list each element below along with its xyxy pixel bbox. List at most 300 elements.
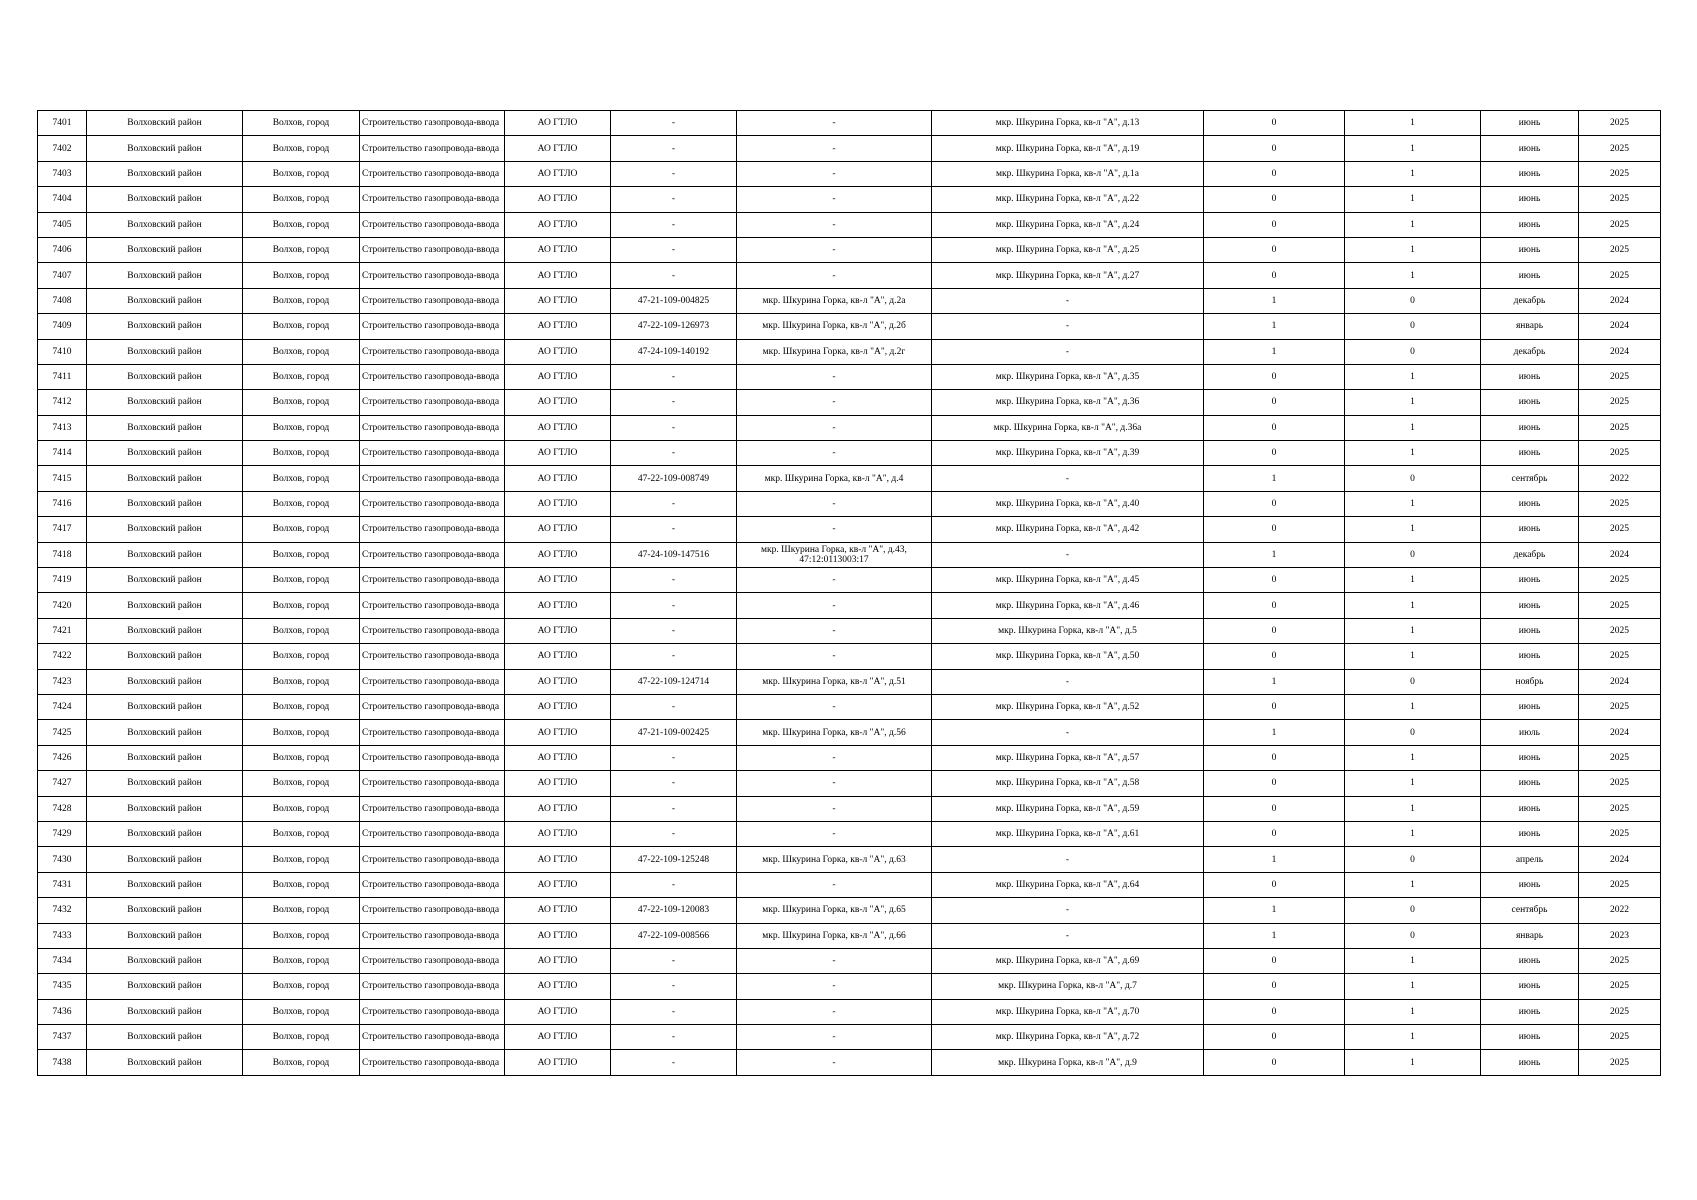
month-cell: июнь — [1481, 644, 1579, 669]
planned-flag-cell: 1 — [1345, 745, 1481, 770]
work-type-cell: Строительство газопровода-ввода — [360, 288, 505, 313]
table-row — [38, 415, 1661, 440]
district-cell: Волховский район — [87, 872, 243, 897]
month-cell: июнь — [1481, 263, 1579, 288]
settlement-cell: Волхов, город — [243, 694, 360, 719]
table-row — [38, 568, 1661, 593]
row-number-cell: 7435 — [38, 974, 87, 999]
cadastral-number-cell: 47-22-109-126973 — [611, 314, 737, 339]
settlement-cell: Волхов, город — [243, 898, 360, 923]
work-type-cell: Строительство газопровода-ввода — [360, 441, 505, 466]
work-type-cell: Строительство газопровода-ввода — [360, 898, 505, 923]
work-type-cell: Строительство газопровода-ввода — [360, 974, 505, 999]
organization-cell: АО ГТЛО — [505, 618, 611, 643]
district-cell: Волховский район — [87, 339, 243, 364]
planned-address-cell: мкр. Шкурина Горка, кв-л "А", д.57 — [932, 745, 1204, 770]
planned-flag-cell: 1 — [1345, 872, 1481, 897]
table-row — [38, 694, 1661, 719]
row-number-cell: 7408 — [38, 288, 87, 313]
year-cell: 2025 — [1579, 872, 1661, 897]
organization-cell: АО ГТЛО — [505, 364, 611, 389]
completed-flag-cell: 0 — [1204, 390, 1345, 415]
district-cell: Волховский район — [87, 847, 243, 872]
completed-flag-cell: 0 — [1204, 644, 1345, 669]
district-cell: Волховский район — [87, 466, 243, 491]
cadastral-number-cell: - — [611, 999, 737, 1024]
organization-cell: АО ГТЛО — [505, 288, 611, 313]
cadastral-number-cell: - — [611, 187, 737, 212]
organization-cell: АО ГТЛО — [505, 669, 611, 694]
table-row — [38, 390, 1661, 415]
planned-flag-cell: 0 — [1345, 314, 1481, 339]
table-row — [38, 1050, 1661, 1075]
settlement-cell: Волхов, город — [243, 136, 360, 161]
planned-flag-cell: 1 — [1345, 1050, 1481, 1075]
work-type-cell: Строительство газопровода-ввода — [360, 517, 505, 542]
planned-address-cell: мкр. Шкурина Горка, кв-л "А", д.5 — [932, 618, 1204, 643]
settlement-cell: Волхов, город — [243, 568, 360, 593]
year-cell: 2025 — [1579, 212, 1661, 237]
cadastral-number-cell: 47-24-109-140192 — [611, 339, 737, 364]
work-type-cell: Строительство газопровода-ввода — [360, 364, 505, 389]
cadastral-number-cell: - — [611, 111, 737, 136]
cadastral-number-cell: - — [611, 263, 737, 288]
planned-flag-cell: 0 — [1345, 669, 1481, 694]
cadastral-number-cell: - — [611, 694, 737, 719]
work-type-cell: Строительство газопровода-ввода — [360, 644, 505, 669]
planned-flag-cell: 1 — [1345, 187, 1481, 212]
planned-flag-cell: 1 — [1345, 593, 1481, 618]
organization-cell: АО ГТЛО — [505, 1050, 611, 1075]
completed-flag-cell: 0 — [1204, 136, 1345, 161]
object-address-cell: - — [737, 161, 932, 186]
table-row — [38, 212, 1661, 237]
cadastral-number-cell: - — [611, 212, 737, 237]
work-type-cell: Строительство газопровода-ввода — [360, 1025, 505, 1050]
year-cell: 2025 — [1579, 1050, 1661, 1075]
month-cell: июнь — [1481, 364, 1579, 389]
planned-flag-cell: 1 — [1345, 517, 1481, 542]
table-row — [38, 441, 1661, 466]
planned-flag-cell: 1 — [1345, 821, 1481, 846]
planned-flag-cell: 0 — [1345, 288, 1481, 313]
year-cell: 2025 — [1579, 441, 1661, 466]
cadastral-number-cell: - — [611, 161, 737, 186]
object-address-cell: - — [737, 187, 932, 212]
settlement-cell: Волхов, город — [243, 339, 360, 364]
table-row — [38, 974, 1661, 999]
object-address-cell: - — [737, 136, 932, 161]
district-cell: Волховский район — [87, 441, 243, 466]
completed-flag-cell: 0 — [1204, 161, 1345, 186]
table-row — [38, 288, 1661, 313]
month-cell: июнь — [1481, 1025, 1579, 1050]
planned-flag-cell: 1 — [1345, 568, 1481, 593]
planned-address-cell: мкр. Шкурина Горка, кв-л "А", д.69 — [932, 948, 1204, 973]
month-cell: июнь — [1481, 1050, 1579, 1075]
district-cell: Волховский район — [87, 618, 243, 643]
row-number-cell: 7415 — [38, 466, 87, 491]
row-number-cell: 7425 — [38, 720, 87, 745]
planned-address-cell: мкр. Шкурина Горка, кв-л "А", д.58 — [932, 771, 1204, 796]
settlement-cell: Волхов, город — [243, 872, 360, 897]
completed-flag-cell: 0 — [1204, 821, 1345, 846]
year-cell: 2025 — [1579, 593, 1661, 618]
month-cell: сентябрь — [1481, 898, 1579, 923]
cadastral-number-cell: - — [611, 593, 737, 618]
planned-flag-cell: 0 — [1345, 898, 1481, 923]
planned-address-cell: - — [932, 669, 1204, 694]
planned-flag-cell: 1 — [1345, 644, 1481, 669]
row-number-cell: 7417 — [38, 517, 87, 542]
planned-flag-cell: 1 — [1345, 136, 1481, 161]
table-row — [38, 872, 1661, 897]
row-number-cell: 7416 — [38, 491, 87, 516]
cadastral-number-cell: 47-21-109-004825 — [611, 288, 737, 313]
planned-address-cell: мкр. Шкурина Горка, кв-л "А", д.9 — [932, 1050, 1204, 1075]
object-address-cell: мкр. Шкурина Горка, кв-л "А", д.63 — [737, 847, 932, 872]
table-row — [38, 745, 1661, 770]
work-type-cell: Строительство газопровода-ввода — [360, 187, 505, 212]
year-cell: 2025 — [1579, 237, 1661, 262]
cadastral-number-cell: - — [611, 517, 737, 542]
row-number-cell: 7427 — [38, 771, 87, 796]
planned-address-cell: мкр. Шкурина Горка, кв-л "А", д.39 — [932, 441, 1204, 466]
cadastral-number-cell: 47-22-109-120083 — [611, 898, 737, 923]
work-type-cell: Строительство газопровода-ввода — [360, 694, 505, 719]
year-cell: 2025 — [1579, 111, 1661, 136]
completed-flag-cell: 0 — [1204, 872, 1345, 897]
work-type-cell: Строительство газопровода-ввода — [360, 339, 505, 364]
month-cell: июнь — [1481, 568, 1579, 593]
cadastral-number-cell: 47-24-109-147516 — [611, 542, 737, 567]
object-address-cell: - — [737, 745, 932, 770]
row-number-cell: 7432 — [38, 898, 87, 923]
month-cell: июнь — [1481, 415, 1579, 440]
organization-cell: АО ГТЛО — [505, 745, 611, 770]
district-cell: Волховский район — [87, 999, 243, 1024]
cadastral-number-cell: 47-21-109-002425 — [611, 720, 737, 745]
planned-address-cell: мкр. Шкурина Горка, кв-л "А", д.36а — [932, 415, 1204, 440]
organization-cell: АО ГТЛО — [505, 415, 611, 440]
object-address-cell: - — [737, 999, 932, 1024]
completed-flag-cell: 0 — [1204, 263, 1345, 288]
settlement-cell: Волхов, город — [243, 618, 360, 643]
organization-cell: АО ГТЛО — [505, 872, 611, 897]
planned-flag-cell: 1 — [1345, 491, 1481, 516]
district-cell: Волховский район — [87, 568, 243, 593]
planned-address-cell: - — [932, 923, 1204, 948]
row-number-cell: 7404 — [38, 187, 87, 212]
completed-flag-cell: 1 — [1204, 669, 1345, 694]
settlement-cell: Волхов, город — [243, 542, 360, 567]
planned-address-cell: - — [932, 542, 1204, 567]
planned-address-cell: мкр. Шкурина Горка, кв-л "А", д.36 — [932, 390, 1204, 415]
planned-flag-cell: 1 — [1345, 212, 1481, 237]
organization-cell: АО ГТЛО — [505, 898, 611, 923]
object-address-cell: - — [737, 364, 932, 389]
work-type-cell: Строительство газопровода-ввода — [360, 568, 505, 593]
month-cell: июнь — [1481, 212, 1579, 237]
planned-flag-cell: 1 — [1345, 796, 1481, 821]
organization-cell: АО ГТЛО — [505, 111, 611, 136]
planned-flag-cell: 1 — [1345, 618, 1481, 643]
work-type-cell: Строительство газопровода-ввода — [360, 237, 505, 262]
district-cell: Волховский район — [87, 1025, 243, 1050]
completed-flag-cell: 1 — [1204, 314, 1345, 339]
month-cell: июнь — [1481, 161, 1579, 186]
year-cell: 2025 — [1579, 796, 1661, 821]
settlement-cell: Волхов, город — [243, 948, 360, 973]
work-type-cell: Строительство газопровода-ввода — [360, 999, 505, 1024]
table-row — [38, 898, 1661, 923]
completed-flag-cell: 0 — [1204, 187, 1345, 212]
settlement-cell: Волхов, город — [243, 364, 360, 389]
year-cell: 2022 — [1579, 466, 1661, 491]
settlement-cell: Волхов, город — [243, 314, 360, 339]
object-address-cell: - — [737, 263, 932, 288]
year-cell: 2024 — [1579, 339, 1661, 364]
row-number-cell: 7403 — [38, 161, 87, 186]
completed-flag-cell: 1 — [1204, 923, 1345, 948]
row-number-cell: 7402 — [38, 136, 87, 161]
year-cell: 2025 — [1579, 948, 1661, 973]
row-number-cell: 7422 — [38, 644, 87, 669]
row-number-cell: 7438 — [38, 1050, 87, 1075]
work-type-cell: Строительство газопровода-ввода — [360, 161, 505, 186]
completed-flag-cell: 0 — [1204, 999, 1345, 1024]
object-address-cell: мкр. Шкурина Горка, кв-л "А", д.43, 47:12:0113003:17 — [737, 542, 932, 567]
settlement-cell: Волхов, город — [243, 237, 360, 262]
row-number-cell: 7430 — [38, 847, 87, 872]
work-type-cell: Строительство газопровода-ввода — [360, 821, 505, 846]
table-row — [38, 263, 1661, 288]
month-cell: январь — [1481, 314, 1579, 339]
settlement-cell: Волхов, город — [243, 517, 360, 542]
organization-cell: АО ГТЛО — [505, 339, 611, 364]
month-cell: июнь — [1481, 771, 1579, 796]
district-cell: Волховский район — [87, 237, 243, 262]
district-cell: Волховский район — [87, 390, 243, 415]
planned-address-cell: мкр. Шкурина Горка, кв-л "А", д.46 — [932, 593, 1204, 618]
completed-flag-cell: 0 — [1204, 796, 1345, 821]
planned-address-cell: - — [932, 847, 1204, 872]
completed-flag-cell: 1 — [1204, 720, 1345, 745]
table-row — [38, 923, 1661, 948]
planned-address-cell: мкр. Шкурина Горка, кв-л "А", д.61 — [932, 821, 1204, 846]
planned-address-cell: мкр. Шкурина Горка, кв-л "А", д.45 — [932, 568, 1204, 593]
district-cell: Волховский район — [87, 1050, 243, 1075]
work-type-cell: Строительство газопровода-ввода — [360, 212, 505, 237]
work-type-cell: Строительство газопровода-ввода — [360, 796, 505, 821]
object-address-cell: - — [737, 1025, 932, 1050]
planned-flag-cell: 0 — [1345, 466, 1481, 491]
settlement-cell: Волхов, город — [243, 796, 360, 821]
planned-flag-cell: 1 — [1345, 441, 1481, 466]
organization-cell: АО ГТЛО — [505, 923, 611, 948]
row-number-cell: 7431 — [38, 872, 87, 897]
object-address-cell: - — [737, 796, 932, 821]
month-cell: ноябрь — [1481, 669, 1579, 694]
district-cell: Волховский район — [87, 923, 243, 948]
completed-flag-cell: 1 — [1204, 542, 1345, 567]
completed-flag-cell: 0 — [1204, 745, 1345, 770]
organization-cell: АО ГТЛО — [505, 999, 611, 1024]
table-row — [38, 136, 1661, 161]
cadastral-number-cell: - — [611, 872, 737, 897]
year-cell: 2024 — [1579, 542, 1661, 567]
settlement-cell: Волхов, город — [243, 745, 360, 770]
cadastral-number-cell: - — [611, 618, 737, 643]
table-row — [38, 593, 1661, 618]
district-cell: Волховский район — [87, 898, 243, 923]
month-cell: июнь — [1481, 441, 1579, 466]
object-address-cell: - — [737, 491, 932, 516]
table-row — [38, 644, 1661, 669]
row-number-cell: 7405 — [38, 212, 87, 237]
cadastral-number-cell: - — [611, 948, 737, 973]
month-cell: июнь — [1481, 796, 1579, 821]
settlement-cell: Волхов, город — [243, 390, 360, 415]
row-number-cell: 7424 — [38, 694, 87, 719]
planned-address-cell: - — [932, 339, 1204, 364]
completed-flag-cell: 0 — [1204, 364, 1345, 389]
table-row — [38, 187, 1661, 212]
completed-flag-cell: 0 — [1204, 568, 1345, 593]
work-type-cell: Строительство газопровода-ввода — [360, 771, 505, 796]
planned-address-cell: мкр. Шкурина Горка, кв-л "А", д.1а — [932, 161, 1204, 186]
object-address-cell: мкр. Шкурина Горка, кв-л "А", д.2г — [737, 339, 932, 364]
settlement-cell: Волхов, город — [243, 288, 360, 313]
settlement-cell: Волхов, город — [243, 187, 360, 212]
object-address-cell: - — [737, 771, 932, 796]
work-type-cell: Строительство газопровода-ввода — [360, 542, 505, 567]
month-cell: январь — [1481, 923, 1579, 948]
row-number-cell: 7407 — [38, 263, 87, 288]
organization-cell: АО ГТЛО — [505, 466, 611, 491]
organization-cell: АО ГТЛО — [505, 542, 611, 567]
work-type-cell: Строительство газопровода-ввода — [360, 618, 505, 643]
row-number-cell: 7419 — [38, 568, 87, 593]
table-row — [38, 669, 1661, 694]
completed-flag-cell: 0 — [1204, 237, 1345, 262]
cadastral-number-cell: - — [611, 136, 737, 161]
completed-flag-cell: 0 — [1204, 212, 1345, 237]
settlement-cell: Волхов, город — [243, 161, 360, 186]
year-cell: 2024 — [1579, 314, 1661, 339]
table-body — [38, 111, 1661, 1076]
month-cell: июнь — [1481, 136, 1579, 161]
work-type-cell: Строительство газопровода-ввода — [360, 390, 505, 415]
settlement-cell: Волхов, город — [243, 466, 360, 491]
year-cell: 2025 — [1579, 390, 1661, 415]
row-number-cell: 7423 — [38, 669, 87, 694]
settlement-cell: Волхов, город — [243, 669, 360, 694]
planned-address-cell: мкр. Шкурина Горка, кв-л "А", д.42 — [932, 517, 1204, 542]
table-row — [38, 771, 1661, 796]
settlement-cell: Волхов, город — [243, 263, 360, 288]
year-cell: 2025 — [1579, 415, 1661, 440]
district-cell: Волховский район — [87, 415, 243, 440]
district-cell: Волховский район — [87, 745, 243, 770]
cadastral-number-cell: - — [611, 364, 737, 389]
organization-cell: АО ГТЛО — [505, 568, 611, 593]
planned-address-cell: мкр. Шкурина Горка, кв-л "А", д.70 — [932, 999, 1204, 1024]
table-row — [38, 1025, 1661, 1050]
object-address-cell: - — [737, 694, 932, 719]
completed-flag-cell: 1 — [1204, 898, 1345, 923]
object-address-cell: мкр. Шкурина Горка, кв-л "А", д.66 — [737, 923, 932, 948]
year-cell: 2025 — [1579, 771, 1661, 796]
organization-cell: АО ГТЛО — [505, 161, 611, 186]
table-row — [38, 821, 1661, 846]
district-cell: Волховский район — [87, 771, 243, 796]
month-cell: декабрь — [1481, 542, 1579, 567]
completed-flag-cell: 0 — [1204, 491, 1345, 516]
work-type-cell: Строительство газопровода-ввода — [360, 466, 505, 491]
work-type-cell: Строительство газопровода-ввода — [360, 923, 505, 948]
row-number-cell: 7409 — [38, 314, 87, 339]
object-address-cell: - — [737, 618, 932, 643]
settlement-cell: Волхов, город — [243, 1025, 360, 1050]
district-cell: Волховский район — [87, 491, 243, 516]
row-number-cell: 7429 — [38, 821, 87, 846]
object-address-cell: - — [737, 948, 932, 973]
year-cell: 2025 — [1579, 491, 1661, 516]
month-cell: июль — [1481, 720, 1579, 745]
organization-cell: АО ГТЛО — [505, 720, 611, 745]
completed-flag-cell: 0 — [1204, 1050, 1345, 1075]
month-cell: июнь — [1481, 187, 1579, 212]
planned-address-cell: мкр. Шкурина Горка, кв-л "А", д.50 — [932, 644, 1204, 669]
table-row — [38, 491, 1661, 516]
object-address-cell: мкр. Шкурина Горка, кв-л "А", д.65 — [737, 898, 932, 923]
settlement-cell: Волхов, город — [243, 999, 360, 1024]
completed-flag-cell: 0 — [1204, 1025, 1345, 1050]
year-cell: 2025 — [1579, 1025, 1661, 1050]
month-cell: июнь — [1481, 593, 1579, 618]
work-type-cell: Строительство газопровода-ввода — [360, 669, 505, 694]
cadastral-number-cell: - — [611, 568, 737, 593]
settlement-cell: Волхов, город — [243, 821, 360, 846]
planned-flag-cell: 1 — [1345, 999, 1481, 1024]
row-number-cell: 7428 — [38, 796, 87, 821]
year-cell: 2024 — [1579, 720, 1661, 745]
planned-address-cell: - — [932, 466, 1204, 491]
planned-address-cell: мкр. Шкурина Горка, кв-л "А", д.7 — [932, 974, 1204, 999]
month-cell: июнь — [1481, 745, 1579, 770]
cadastral-number-cell: 47-22-109-125248 — [611, 847, 737, 872]
settlement-cell: Волхов, город — [243, 212, 360, 237]
planned-flag-cell: 1 — [1345, 694, 1481, 719]
row-number-cell: 7434 — [38, 948, 87, 973]
table-row — [38, 364, 1661, 389]
object-address-cell: - — [737, 568, 932, 593]
district-cell: Волховский район — [87, 974, 243, 999]
district-cell: Волховский район — [87, 720, 243, 745]
organization-cell: АО ГТЛО — [505, 441, 611, 466]
planned-flag-cell: 0 — [1345, 339, 1481, 364]
object-address-cell: - — [737, 1050, 932, 1075]
district-cell: Волховский район — [87, 288, 243, 313]
year-cell: 2025 — [1579, 745, 1661, 770]
cadastral-number-cell: - — [611, 821, 737, 846]
settlement-cell: Волхов, город — [243, 111, 360, 136]
planned-address-cell: мкр. Шкурина Горка, кв-л "А", д.27 — [932, 263, 1204, 288]
organization-cell: АО ГТЛО — [505, 263, 611, 288]
table-row — [38, 948, 1661, 973]
organization-cell: АО ГТЛО — [505, 974, 611, 999]
